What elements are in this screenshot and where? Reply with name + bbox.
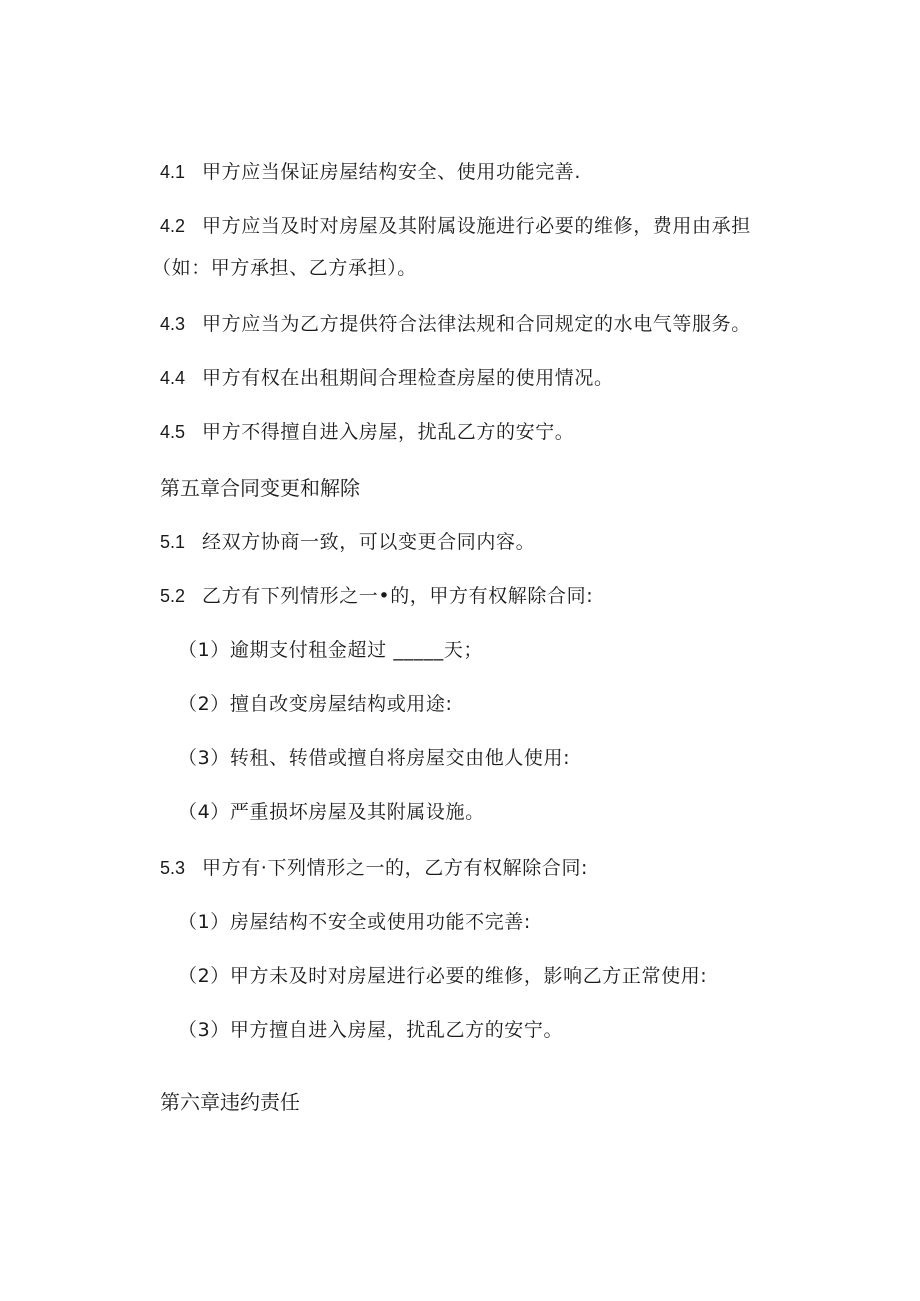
clause-4-3: [160, 312, 751, 336]
list-item-5-3-2: （2）甲方未及时对房屋进行必要的维修，影响乙方正常使用:: [178, 965, 708, 987]
clause-number: 5.2: [160, 586, 186, 606]
clause-text: 甲方应当保证房屋结构安全、使用功能完善.: [202, 161, 582, 183]
clause-5-3: [160, 856, 588, 880]
list-item-5-2-4: （4）严重损坏房屋及其附属设施。: [178, 801, 485, 823]
clause-4-2: [160, 214, 751, 238]
list-item-5-2-1: （1）逾期支付租金超过 _____天；: [178, 639, 484, 661]
list-item-5-3-3: （3）甲方擅自进入房屋，扰乱乙方的安宁。: [178, 1019, 564, 1041]
clause-text: 甲方有权在出租期间合理检查房屋的使用情况。: [202, 367, 614, 389]
clause-number: 4.2: [160, 216, 186, 236]
clause-4-2-continuation: [152, 256, 417, 280]
chapter-6-heading: 第六章违约责任: [160, 1090, 300, 1114]
clause-number: 4.1: [160, 162, 186, 182]
clause-text: 甲方应当为乙方提供符合法律法规和合同规定的水电气等服务。: [202, 313, 751, 335]
list-item-5-3-1: （1）房屋结构不安全或使用功能不完善:: [178, 911, 531, 933]
clause-text: 甲方应当及时对房屋及其附属设施进行必要的维修，费用由承担: [202, 215, 751, 237]
clause-number: 4.5: [160, 422, 186, 442]
clause-number: 4.3: [160, 314, 186, 334]
clause-number: 5.3: [160, 858, 186, 878]
list-item-5-2-3: （3）转租、转借或擅自将房屋交由他人使用:: [178, 747, 571, 769]
clause-text-continuation: （如：甲方承担、乙方承担）。: [152, 257, 417, 279]
clause-4-1: [160, 160, 581, 184]
clause-text: 经双方协商一致，可以变更合同内容。: [202, 531, 536, 553]
clause-text: 甲方不得擅自进入房屋，扰乱乙方的安宁。: [202, 421, 575, 443]
chapter-5-heading: 第五章合同变更和解除: [160, 476, 360, 500]
clause-text: 乙方有下列情形之一•的，甲方有权解除合同:: [202, 585, 594, 607]
clause-4-4: [160, 366, 614, 390]
clause-text: 甲方有·下列情形之一的，乙方有权解除合同:: [202, 857, 589, 879]
list-item-5-2-2: （2）擅自改变房屋结构或用途:: [178, 693, 453, 715]
clause-5-2: [160, 584, 593, 608]
clause-number: 4.4: [160, 368, 186, 388]
clause-5-1: [160, 530, 535, 554]
clause-4-5: [160, 420, 574, 444]
clause-number: 5.1: [160, 532, 186, 552]
